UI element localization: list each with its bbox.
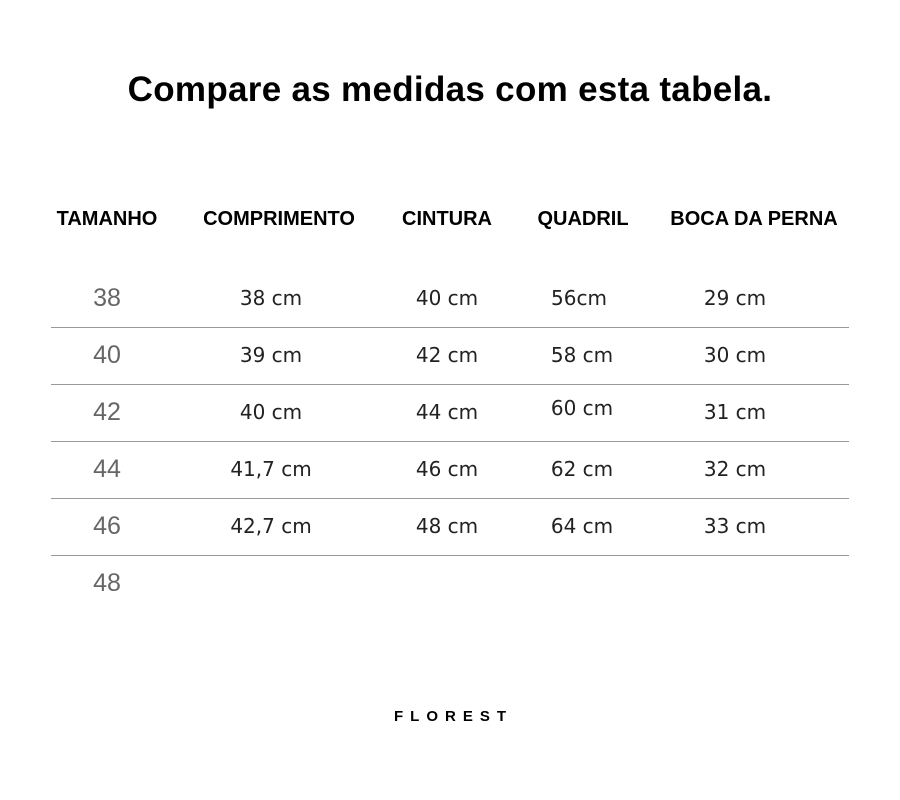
table-row [51, 499, 849, 556]
cintura-cell: 42 cm [415, 343, 479, 367]
size-cell: 44 [93, 455, 121, 483]
table-body [51, 271, 849, 613]
table-row [51, 385, 849, 442]
size-cell: 38 [93, 284, 121, 312]
size-cell: 48 [93, 569, 121, 597]
table-row [51, 271, 849, 328]
boca-cell: 33 cm [703, 514, 767, 538]
header-cintura: CINTURA [402, 208, 492, 230]
comprimento-cell: 42,7 cm [230, 514, 312, 538]
size-cell: 42 [93, 398, 121, 426]
boca-cell: 31 cm [703, 400, 767, 424]
table-header [51, 200, 849, 242]
boca-cell: 30 cm [703, 343, 767, 367]
header-quadril: QUADRIL [537, 208, 629, 230]
table-row [51, 328, 849, 385]
brand-logo: FLOREST [394, 708, 513, 725]
quadril-cell: 62 cm [550, 457, 614, 481]
cintura-cell: 40 cm [415, 286, 479, 310]
quadril-cell: 64 cm [550, 514, 614, 538]
quadril-cell: 58 cm [550, 343, 614, 367]
boca-cell: 29 cm [703, 286, 767, 310]
size-cell: 40 [93, 341, 121, 369]
cintura-cell: 48 cm [415, 514, 479, 538]
quadril-cell: 56cm [551, 286, 607, 310]
quadril-cell: 60 cm [550, 396, 614, 420]
boca-cell: 32 cm [703, 457, 767, 481]
header-comprimento: COMPRIMENTO [203, 208, 355, 230]
comprimento-cell: 41,7 cm [230, 457, 312, 481]
size-cell: 46 [93, 512, 121, 540]
cintura-cell: 46 cm [415, 457, 479, 481]
comprimento-cell: 40 cm [239, 400, 303, 424]
header-boca-da-perna: BOCA DA PERNA [670, 208, 838, 230]
cintura-cell: 44 cm [415, 400, 479, 424]
table-row [51, 556, 849, 613]
header-tamanho: TAMANHO [56, 208, 158, 230]
table-row [51, 442, 849, 499]
page-title: Compare as medidas com esta tabela. [127, 70, 773, 109]
comprimento-cell: 39 cm [239, 343, 303, 367]
comprimento-cell: 38 cm [239, 286, 303, 310]
size-table [51, 200, 849, 597]
